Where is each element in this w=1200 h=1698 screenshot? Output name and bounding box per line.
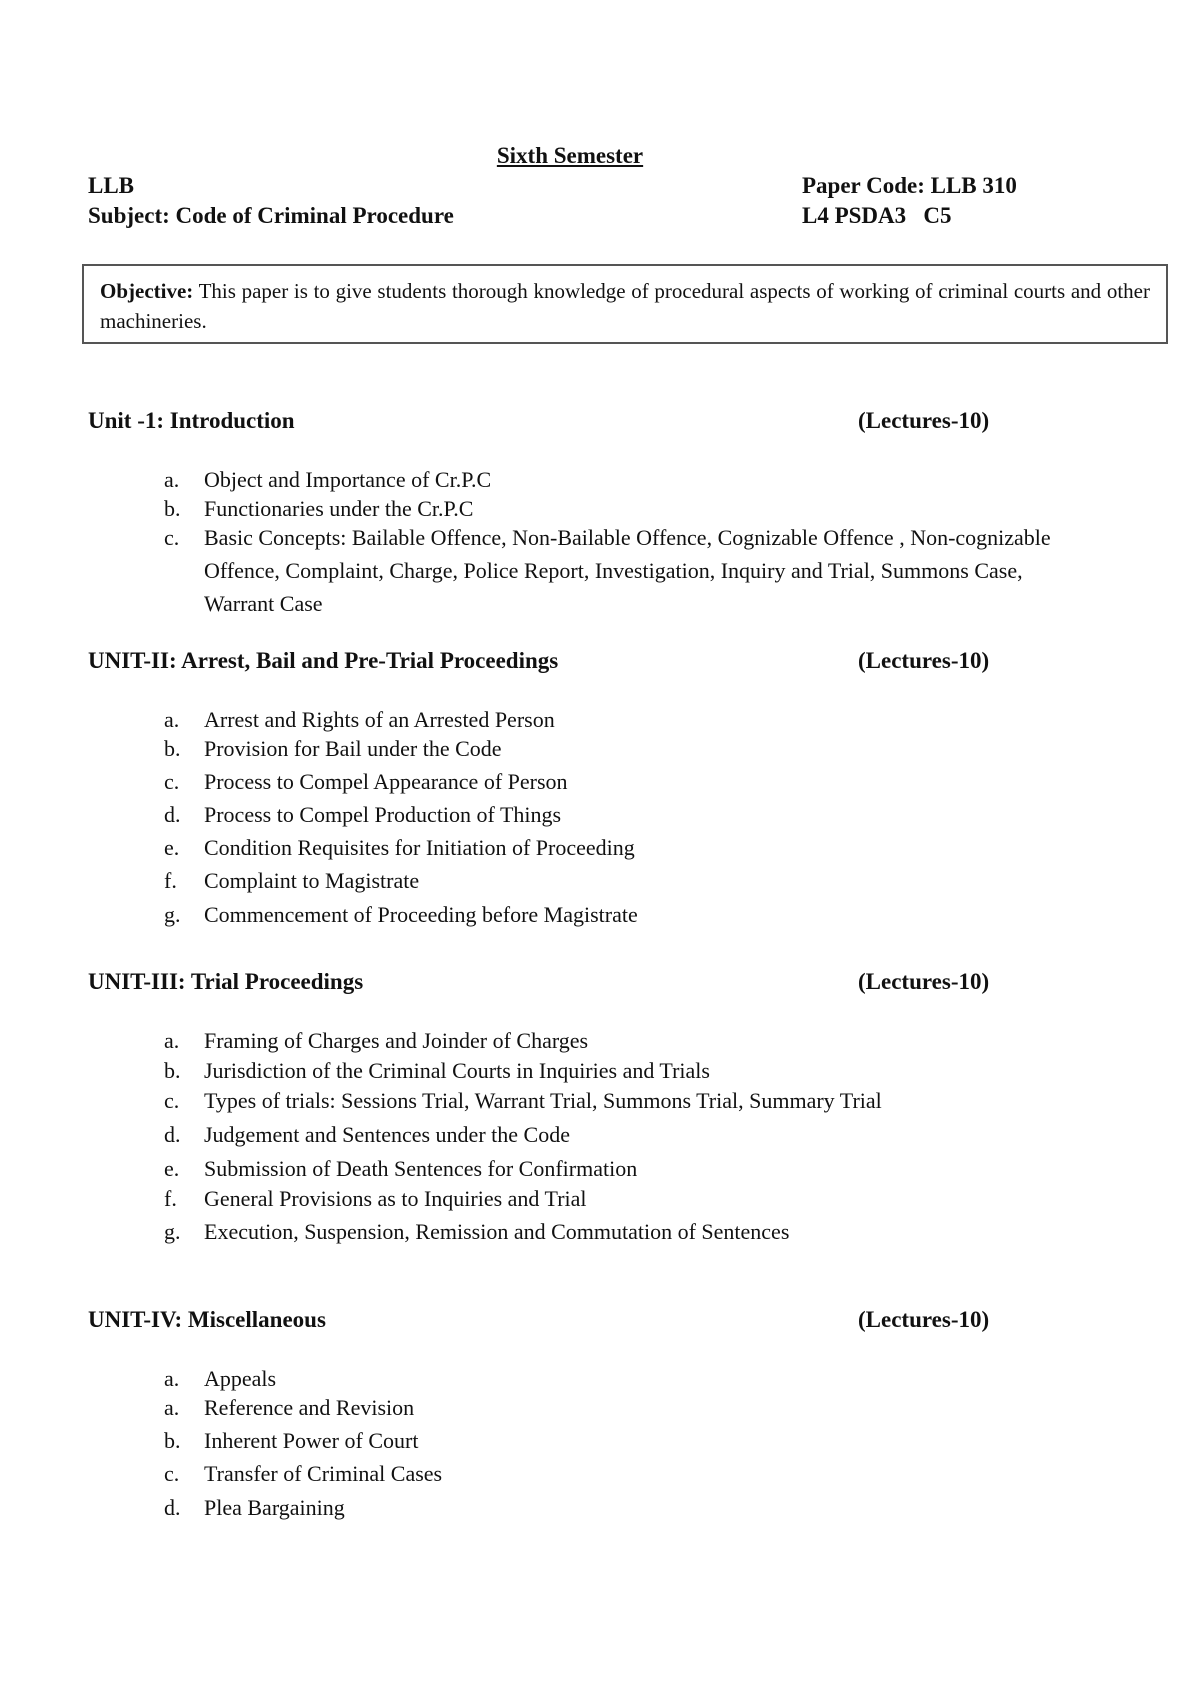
- list-item-letter: a.: [164, 1028, 180, 1053]
- semester-title: Sixth Semester: [496, 143, 644, 168]
- unit-1-title: Unit -1: Introduction: [88, 408, 295, 433]
- list-item-letter: e.: [164, 835, 180, 860]
- unit-4-lectures: (Lectures-10): [858, 1307, 990, 1332]
- list-item-text: Commencement of Proceeding before Magistrate: [204, 902, 638, 927]
- list-item-letter: f.: [164, 868, 177, 893]
- list-item: [164, 1491, 1064, 1524]
- list-item-text: Process to Compel Production of Things: [204, 802, 562, 827]
- unit-3-title: UNIT-III: Trial Proceedings: [88, 969, 364, 994]
- list-item-text: Provision for Bail under the Code: [204, 736, 502, 761]
- list-item: [164, 1054, 1064, 1087]
- list-item-letter: d.: [164, 1495, 181, 1520]
- list-item-text: Plea Bargaining: [204, 1495, 345, 1520]
- credits-line: L4 PSDA3 C5: [802, 203, 952, 228]
- program-label: LLB: [88, 173, 135, 198]
- list-item: [164, 1424, 1064, 1457]
- list-item-text: Judgement and Sentences under the Code: [204, 1122, 570, 1147]
- list-item: [164, 1182, 1064, 1215]
- list-item-letter: b.: [164, 736, 181, 761]
- list-item-text: Arrest and Rights of an Arrested Person: [204, 707, 555, 732]
- list-item-text: Inherent Power of Court: [204, 1428, 419, 1453]
- list-item-letter: b.: [164, 1058, 181, 1083]
- list-item-text: Types of trials: Sessions Trial, Warrant Trial, Summons Trial, Summary Trial: [204, 1088, 882, 1113]
- list-item: [164, 1024, 1064, 1057]
- list-item-letter: b.: [164, 496, 181, 521]
- list-item-letter: a.: [164, 467, 180, 492]
- list-item-letter: a.: [164, 1395, 180, 1420]
- list-item-letter: g.: [164, 902, 181, 927]
- objective-box: [82, 264, 1168, 344]
- list-item-text: Framing of Charges and Joinder of Charges: [204, 1028, 589, 1053]
- list-item-text: Complaint to Magistrate: [204, 868, 420, 893]
- list-item: [164, 765, 1064, 798]
- list-item-text: Process to Compel Appearance of Person: [204, 769, 568, 794]
- subject-label: Subject: Code of Criminal Procedure: [88, 203, 454, 228]
- list-item-text: Submission of Death Sentences for Confirmation: [204, 1156, 638, 1181]
- list-item-letter: a.: [164, 1366, 180, 1391]
- list-item: [164, 521, 1064, 620]
- list-item-letter: d.: [164, 1122, 181, 1147]
- objective-text: This paper is to give students thorough knowledge of procedural aspects of working of criminal courts and other machineries.: [100, 279, 1150, 333]
- list-item: [164, 831, 1064, 864]
- list-item-text: Functionaries under the Cr.P.C: [204, 496, 474, 521]
- list-item-letter: d.: [164, 802, 181, 827]
- list-item: [164, 732, 1064, 765]
- unit-1-lectures: (Lectures-10): [858, 408, 990, 433]
- list-item: [164, 798, 1064, 831]
- list-item-letter: c.: [164, 525, 180, 550]
- list-item: [164, 1084, 1064, 1117]
- list-item-text: Execution, Suspension, Remission and Commutation of Sentences: [204, 1219, 790, 1244]
- list-item-text: Appeals: [204, 1366, 277, 1391]
- list-item-letter: c.: [164, 769, 180, 794]
- list-item-text: Reference and Revision: [204, 1395, 415, 1420]
- list-item-letter: c.: [164, 1461, 180, 1486]
- list-item-letter: f.: [164, 1186, 177, 1211]
- list-item: [164, 864, 1064, 897]
- list-item-text: Transfer of Criminal Cases: [204, 1461, 443, 1486]
- unit-2-lectures: (Lectures-10): [858, 648, 990, 673]
- unit-4-title: UNIT-IV: Miscellaneous: [88, 1307, 326, 1332]
- list-item: [164, 1152, 1064, 1185]
- list-item: [164, 1118, 1064, 1151]
- unit-2-title: UNIT-II: Arrest, Bail and Pre-Trial Proceedings: [88, 648, 559, 673]
- list-item-text: Condition Requisites for Initiation of Proceeding: [204, 835, 635, 860]
- list-item: [164, 1215, 1064, 1248]
- list-item: [164, 898, 1064, 931]
- list-item: [164, 1457, 1064, 1490]
- list-item-text: Basic Concepts: Bailable Offence, Non-Bailable Offence, Cognizable Offence , Non-cognizable Offence, Complaint, Charge, Police Report, Investigation, Inquiry and Trial, Summons Case, Warrant Case: [204, 525, 1051, 616]
- list-item-text: Object and Importance of Cr.P.C: [204, 467, 492, 492]
- list-item-letter: b.: [164, 1428, 181, 1453]
- unit-3-lectures: (Lectures-10): [858, 969, 990, 994]
- list-item-letter: c.: [164, 1088, 180, 1113]
- list-item-letter: g.: [164, 1219, 181, 1244]
- list-item: [164, 1391, 1064, 1424]
- list-item-letter: e.: [164, 1156, 180, 1181]
- paper-code: Paper Code: LLB 310: [802, 173, 1017, 198]
- list-item-text: Jurisdiction of the Criminal Courts in Inquiries and Trials: [204, 1058, 710, 1083]
- list-item-text: General Provisions as to Inquiries and Trial: [204, 1186, 587, 1211]
- objective-label: Objective:: [100, 279, 194, 303]
- list-item-letter: a.: [164, 707, 180, 732]
